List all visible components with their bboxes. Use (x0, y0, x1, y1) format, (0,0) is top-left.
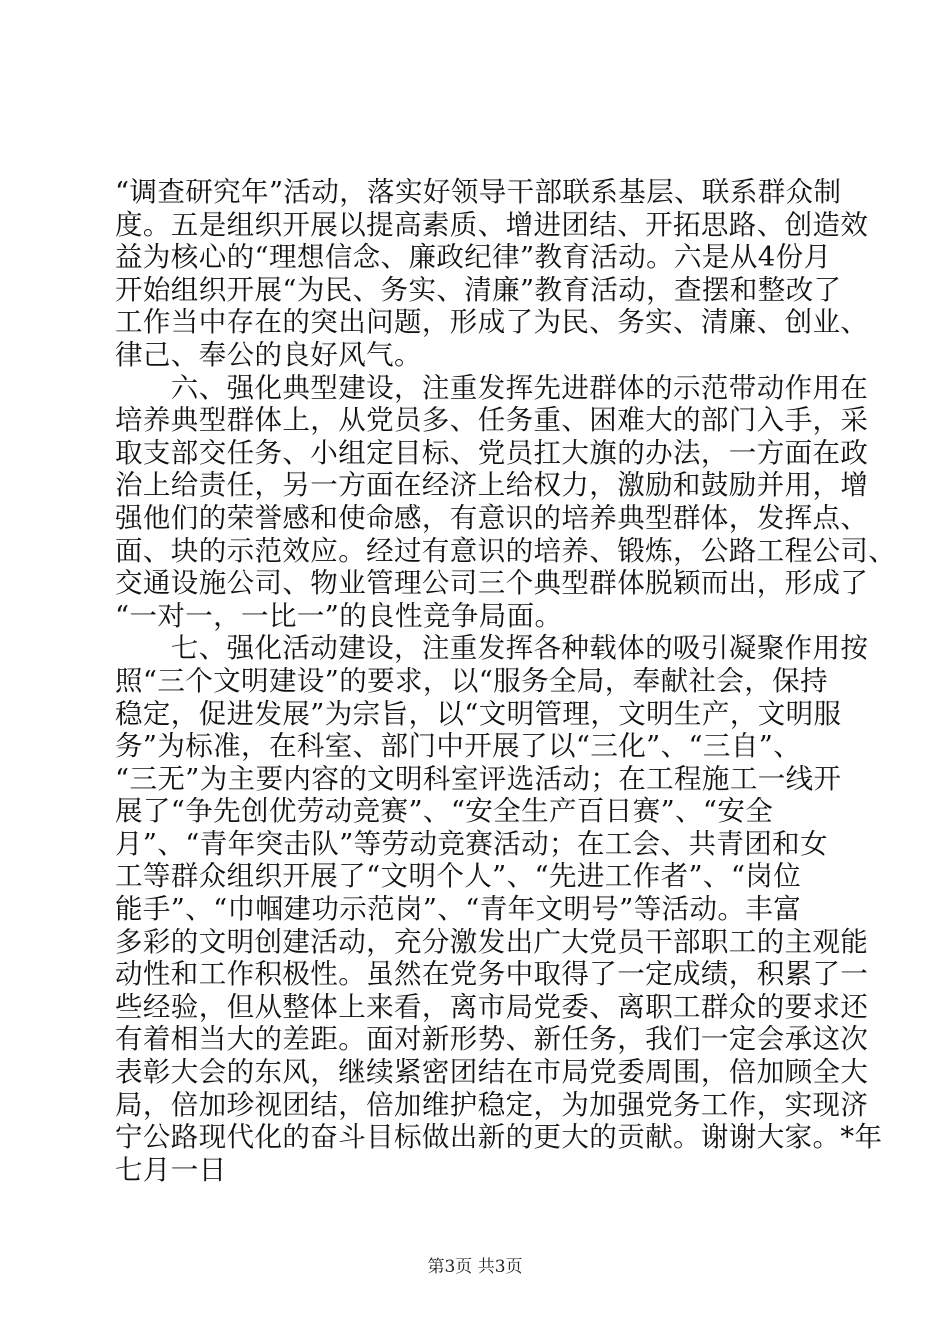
text-line: 面、块的示范效应。经过有意识的培养、锻炼，公路工程公司、 (115, 534, 897, 567)
text-line: 律己、奉公的良好风气。 (115, 338, 422, 371)
document-body (115, 176, 897, 1186)
text-line: 七月一日 (115, 1153, 227, 1186)
text-line: 工作当中存在的突出问题，形成了为民、务实、清廉、创业、 (115, 306, 869, 339)
text-line: 取支部交任务、小组定目标、党员扛大旗的办法，一方面在政 (115, 436, 869, 469)
text-line: 照“三个文明建设”的要求，以“服务全局，奉献社会，保持 (115, 664, 828, 697)
text-line: 强他们的荣誉感和使命感，有意识的培养典型群体，发挥点、 (115, 501, 869, 534)
text-line: 动性和工作积极性。虽然在党务中取得了一定成绩，积累了一 (115, 958, 869, 991)
page-number-footer: 第3页 共3页 (427, 1257, 523, 1277)
text-line: 务”为标准，在科室、部门中开展了以“三化”、“三自”、 (115, 730, 802, 763)
text-line: 益为核心的“理想信念、廉政纪律”教育活动。六是从4份月 (115, 241, 832, 274)
text-line: 多彩的文明创建活动，充分激发出广大党员干部职工的主观能 (115, 925, 869, 958)
text-line: 培养典型群体上，从党员多、任务重、困难大的部门入手，采 (115, 404, 869, 437)
text-line: “三无”为主要内容的文明科室评选活动；在工程施工一线开 (115, 762, 842, 795)
text-line: 表彰大会的东风，继续紧密团结在市局党委周围，倍加顾全大 (115, 1056, 869, 1089)
text-line: 工等群众组织开展了“文明个人”、“先进工作者”、“岗位 (115, 860, 802, 893)
text-line: 月”、“青年突击队”等劳动竞赛活动；在工会、共青团和女 (115, 827, 828, 860)
text-line: 六、强化典型建设，注重发挥先进群体的示范带动作用在 (115, 371, 869, 404)
text-line: 能手”、“巾帼建功示范岗”、“青年文明号”等活动。丰富 (115, 893, 802, 926)
text-line: 度。五是组织开展以提高素质、增进团结、开拓思路、创造效 (115, 208, 869, 241)
text-line: “调查研究年”活动，落实好领导干部联系基层、联系群众制 (115, 176, 842, 208)
text-line: 些经验，但从整体上来看，离市局党委、离职工群众的要求还 (115, 990, 869, 1023)
text-line: 稳定，促进发展”为宗旨，以“文明管理，文明生产，文明服 (115, 697, 842, 730)
text-line: 七、强化活动建设，注重发挥各种载体的吸引凝聚作用按 (115, 632, 869, 665)
text-line: 宁公路现代化的奋斗目标做出新的更大的贡献。谢谢大家。*年 (115, 1121, 883, 1154)
text-line: 开始组织开展“为民、务实、清廉”教育活动，查摆和整改了 (115, 273, 842, 306)
text-line: 交通设施公司、物业管理公司三个典型群体脱颖而出，形成了 (115, 567, 869, 600)
text-line: 局，倍加珍视团结，倍加维护稳定，为加强党务工作，实现济 (115, 1088, 869, 1121)
text-line: 展了“争先创优劳动竞赛”、“安全生产百日赛”、“安全 (115, 795, 774, 828)
text-line: 治上给责任，另一方面在经济上给权力，激励和鼓励并用，增 (115, 469, 869, 502)
text-line: “一对一，一比一”的良性竞争局面。 (115, 599, 563, 632)
text-line: 有着相当大的差距。面对新形势、新任务，我们一定会承这次 (115, 1023, 869, 1056)
